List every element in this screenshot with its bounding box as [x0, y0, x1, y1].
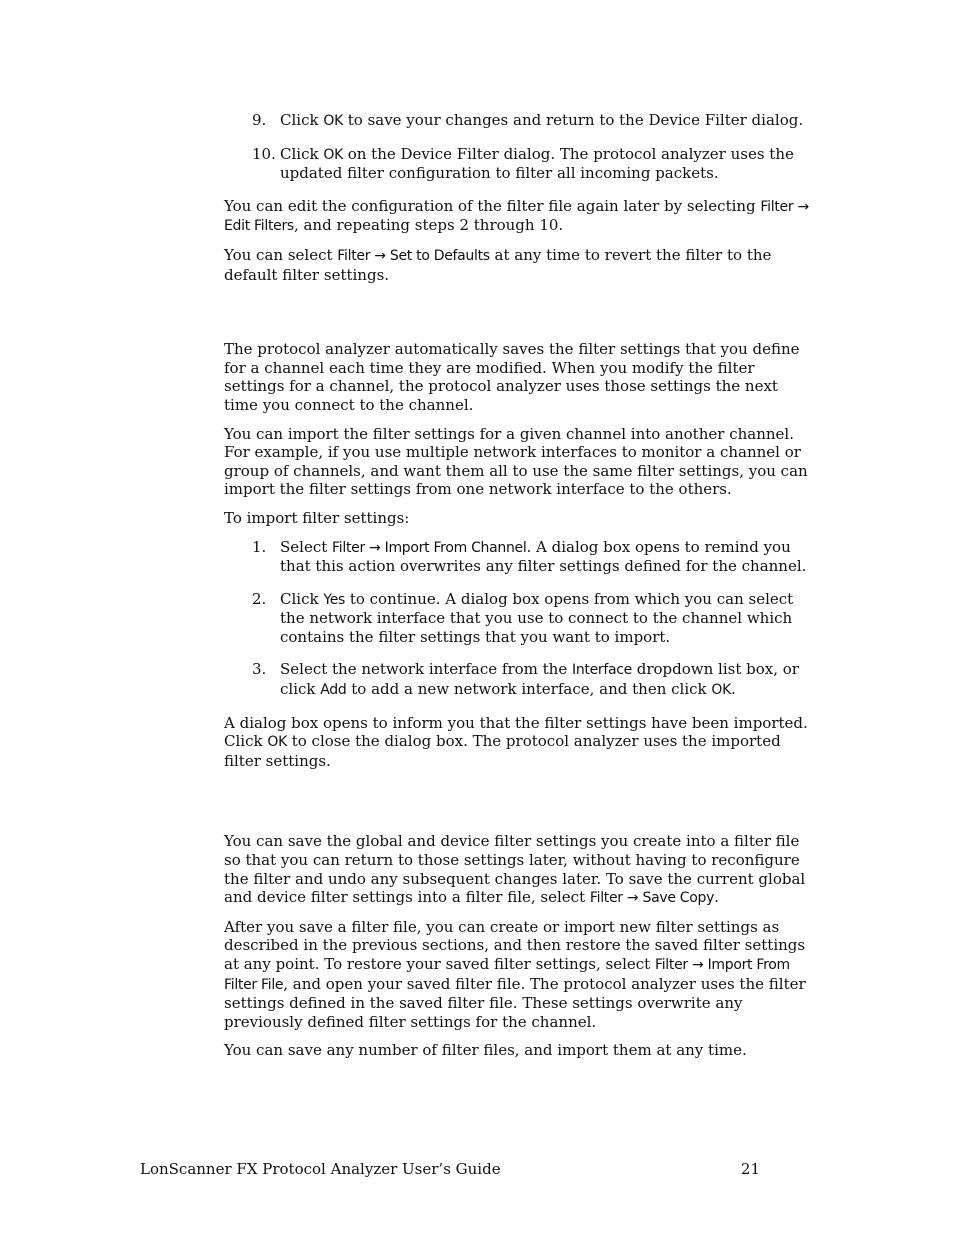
paragraph-to-import: To import filter settings:: [224, 508, 410, 527]
ui-term: OK: [711, 682, 731, 699]
paragraph-restore: After you save a filter file, you can create or import new filter settings as described in the previous sections, and then restore the saved filter settings at any point. To restore your saved filter settings, select Filter → Import From Filter File, and open your saved filter file. The protocol analyzer uses the filter settings defined in the saved filter file. These settings overwrite any previously defined filter settings for the channel.: [224, 917, 806, 1031]
paragraph-imported: A dialog box opens to inform you that the filter settings have been imported. Click OK to close the dialog box. The protocol analyzer uses the imported filter settings.: [224, 713, 808, 770]
ui-term: OK: [323, 113, 343, 129]
section-gap: [224, 780, 816, 832]
page-number: 21: [740, 1160, 760, 1178]
ui-term: Interface: [571, 662, 632, 679]
paragraph-save-copy: You can save the global and device filter settings you create into a filter file so that you can return to those settings later, without having to reconfigure the filter and undo any subsequent changes later. To save the current global and device filter settings into a filter file, select Filter → Save Copy.: [224, 832, 806, 907]
step-number: 1.: [252, 537, 267, 556]
step-number: 3.: [252, 660, 267, 679]
paragraph-import-intro: You can import the filter settings for a given channel into another channel. For example, if you use multiple network interfaces to monitor a channel or group of channels, and want them all to use the same filter settings, you can import the filter settings from one network interface to the others.: [224, 424, 808, 499]
paragraph-set-defaults: You can select Filter → Set to Defaults at any time to revert the filter to the default filter settings.: [224, 245, 772, 284]
list-item: 9. Click OK to save your changes and return to the Device Filter dialog.: [252, 111, 804, 129]
ui-term: Filter → Save Copy: [589, 890, 715, 907]
paragraph-any-number: You can save any number of filter files, and import them at any time.: [224, 1041, 747, 1060]
section-gap: [224, 294, 816, 340]
page-content: [224, 111, 816, 1070]
ui-term: Add: [320, 682, 347, 699]
paragraph-auto-save: The protocol analyzer automatically saves the filter settings that you define for a channel each time they are modified. When you modify the filter settings for a channel, the protocol analyzer uses those settings the next time you connect to the channel.: [224, 340, 800, 414]
ui-term: OK: [323, 146, 343, 163]
steps-list-import: [224, 538, 816, 700]
step-number: 2.: [252, 589, 267, 608]
list-item: 2. Click Yes to continue. A dialog box opens from which you can select the network interface that you use to connect to the channel which contains the filter settings that you want to import.: [252, 589, 794, 646]
step-number: 9.: [252, 111, 267, 129]
ui-term: Filter → Set to Defaults: [337, 247, 490, 264]
paragraph-edit-filters: You can edit the configuration of the filter file again later by selecting Filter → Edit Filters, and repeating steps 2 through 10.: [224, 196, 809, 235]
ui-term: Filter → Edit Filters: [224, 198, 809, 235]
list-item: 10. Click OK on the Device Filter dialog. The protocol analyzer uses the updated filter configuration to filter all incoming packets.: [252, 144, 794, 183]
steps-list-edit: [224, 111, 816, 183]
footer-title: LonScanner FX Protocol Analyzer User’s Guide: [140, 1160, 501, 1178]
ui-term: Yes: [323, 591, 346, 608]
ui-term: Filter → Import From Channel: [332, 539, 527, 556]
list-item: 1. Select Filter → Import From Channel. A dialog box opens to remind you that this action overwrites any filter settings defined for the channel.: [252, 537, 807, 576]
ui-term: OK: [267, 734, 287, 751]
list-item: 3. Select the network interface from the Interface dropdown list box, or click Add to add a new network interface, and then click OK.: [252, 660, 799, 699]
ui-term: Filter → Import From Filter File: [224, 957, 790, 993]
step-number: 10.: [252, 144, 276, 163]
